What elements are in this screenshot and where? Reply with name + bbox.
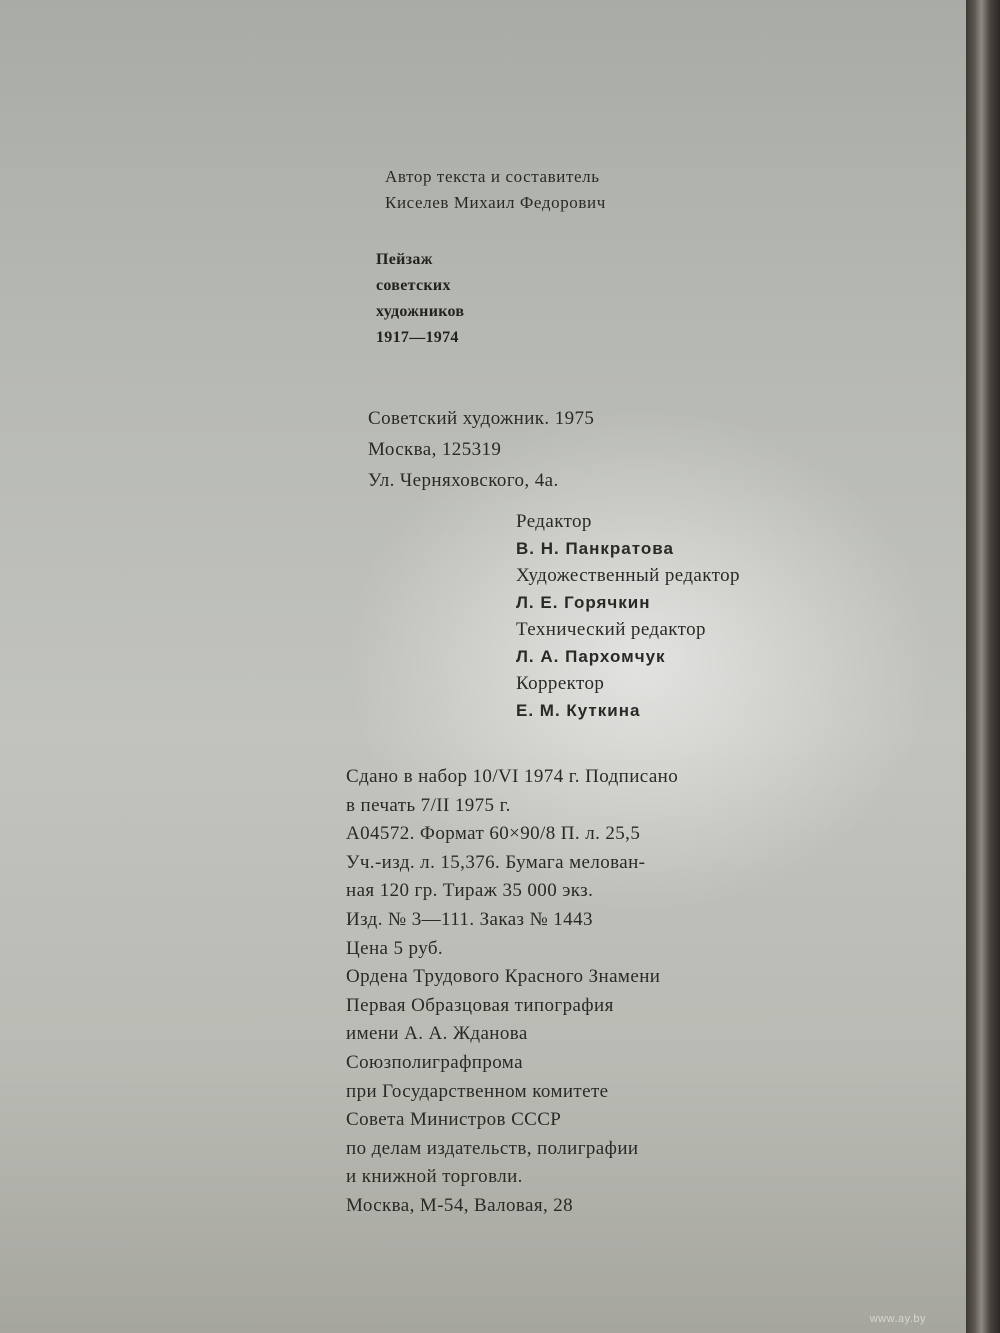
- credit-name: В. Н. Панкратова: [516, 539, 674, 558]
- author-name: Киселев Михаил Федорович: [385, 193, 606, 212]
- credit-name: Е. М. Куткина: [516, 701, 641, 720]
- title-line: Пейзаж: [376, 251, 433, 268]
- imprint-line: Изд. № 3—111. Заказ № 1443: [346, 908, 593, 930]
- publisher-line: Советский художник. 1975: [368, 408, 595, 429]
- publisher-line: Ул. Черняховского, 4а.: [368, 470, 559, 491]
- credit-name: Л. А. Пархомчук: [516, 647, 666, 666]
- imprint-line: А04572. Формат 60×90/8 П. л. 25,5: [346, 823, 641, 845]
- publisher-block: [368, 403, 594, 496]
- credits-block: [516, 508, 740, 724]
- imprint-line: Сдано в набор 10/VI 1974 г. Подписано: [346, 766, 679, 787]
- credit-role: Технический редактор: [516, 619, 706, 640]
- author-block: [385, 164, 606, 216]
- title-line: советских: [376, 277, 451, 294]
- author-role: Автор текста и составитель: [385, 167, 600, 186]
- imprint-line: и книжной торговли.: [346, 1166, 523, 1188]
- credit-name: Л. Е. Горячкин: [516, 593, 651, 612]
- imprint-line: Уч.-изд. л. 15,376. Бумага мелован-: [346, 851, 646, 873]
- imprint-line: по делам издательств, полиграфии: [346, 1137, 639, 1159]
- imprint-line: Первая Образцовая типография: [346, 994, 614, 1016]
- book-title: [376, 247, 464, 351]
- imprint-line: Союзполиграфпрома: [346, 1051, 523, 1073]
- imprint-block: [346, 763, 678, 1221]
- page-edge: [966, 0, 1000, 1333]
- imprint-line: Москва, М-54, Валовая, 28: [346, 1194, 574, 1216]
- imprint-line: Совета Министров СССР: [346, 1109, 562, 1131]
- watermark: www.ay.by: [869, 1313, 926, 1325]
- imprint-line: Ордена Трудового Красного Знамени: [346, 966, 661, 988]
- publisher-line: Москва, 125319: [368, 439, 502, 460]
- imprint-line: Цена 5 руб.: [346, 937, 444, 959]
- credit-role: Корректор: [516, 673, 605, 694]
- imprint-line: при Государственном комитете: [346, 1080, 609, 1102]
- credit-role: Редактор: [516, 511, 592, 532]
- title-line: художников: [376, 303, 465, 320]
- imprint-line: имени А. А. Жданова: [346, 1023, 528, 1045]
- imprint-line: ная 120 гр. Тираж 35 000 экз.: [346, 880, 594, 902]
- title-years: 1917—1974: [376, 329, 459, 346]
- credit-role: Художественный редактор: [516, 565, 740, 586]
- imprint-line: в печать 7/II 1975 г.: [346, 794, 511, 816]
